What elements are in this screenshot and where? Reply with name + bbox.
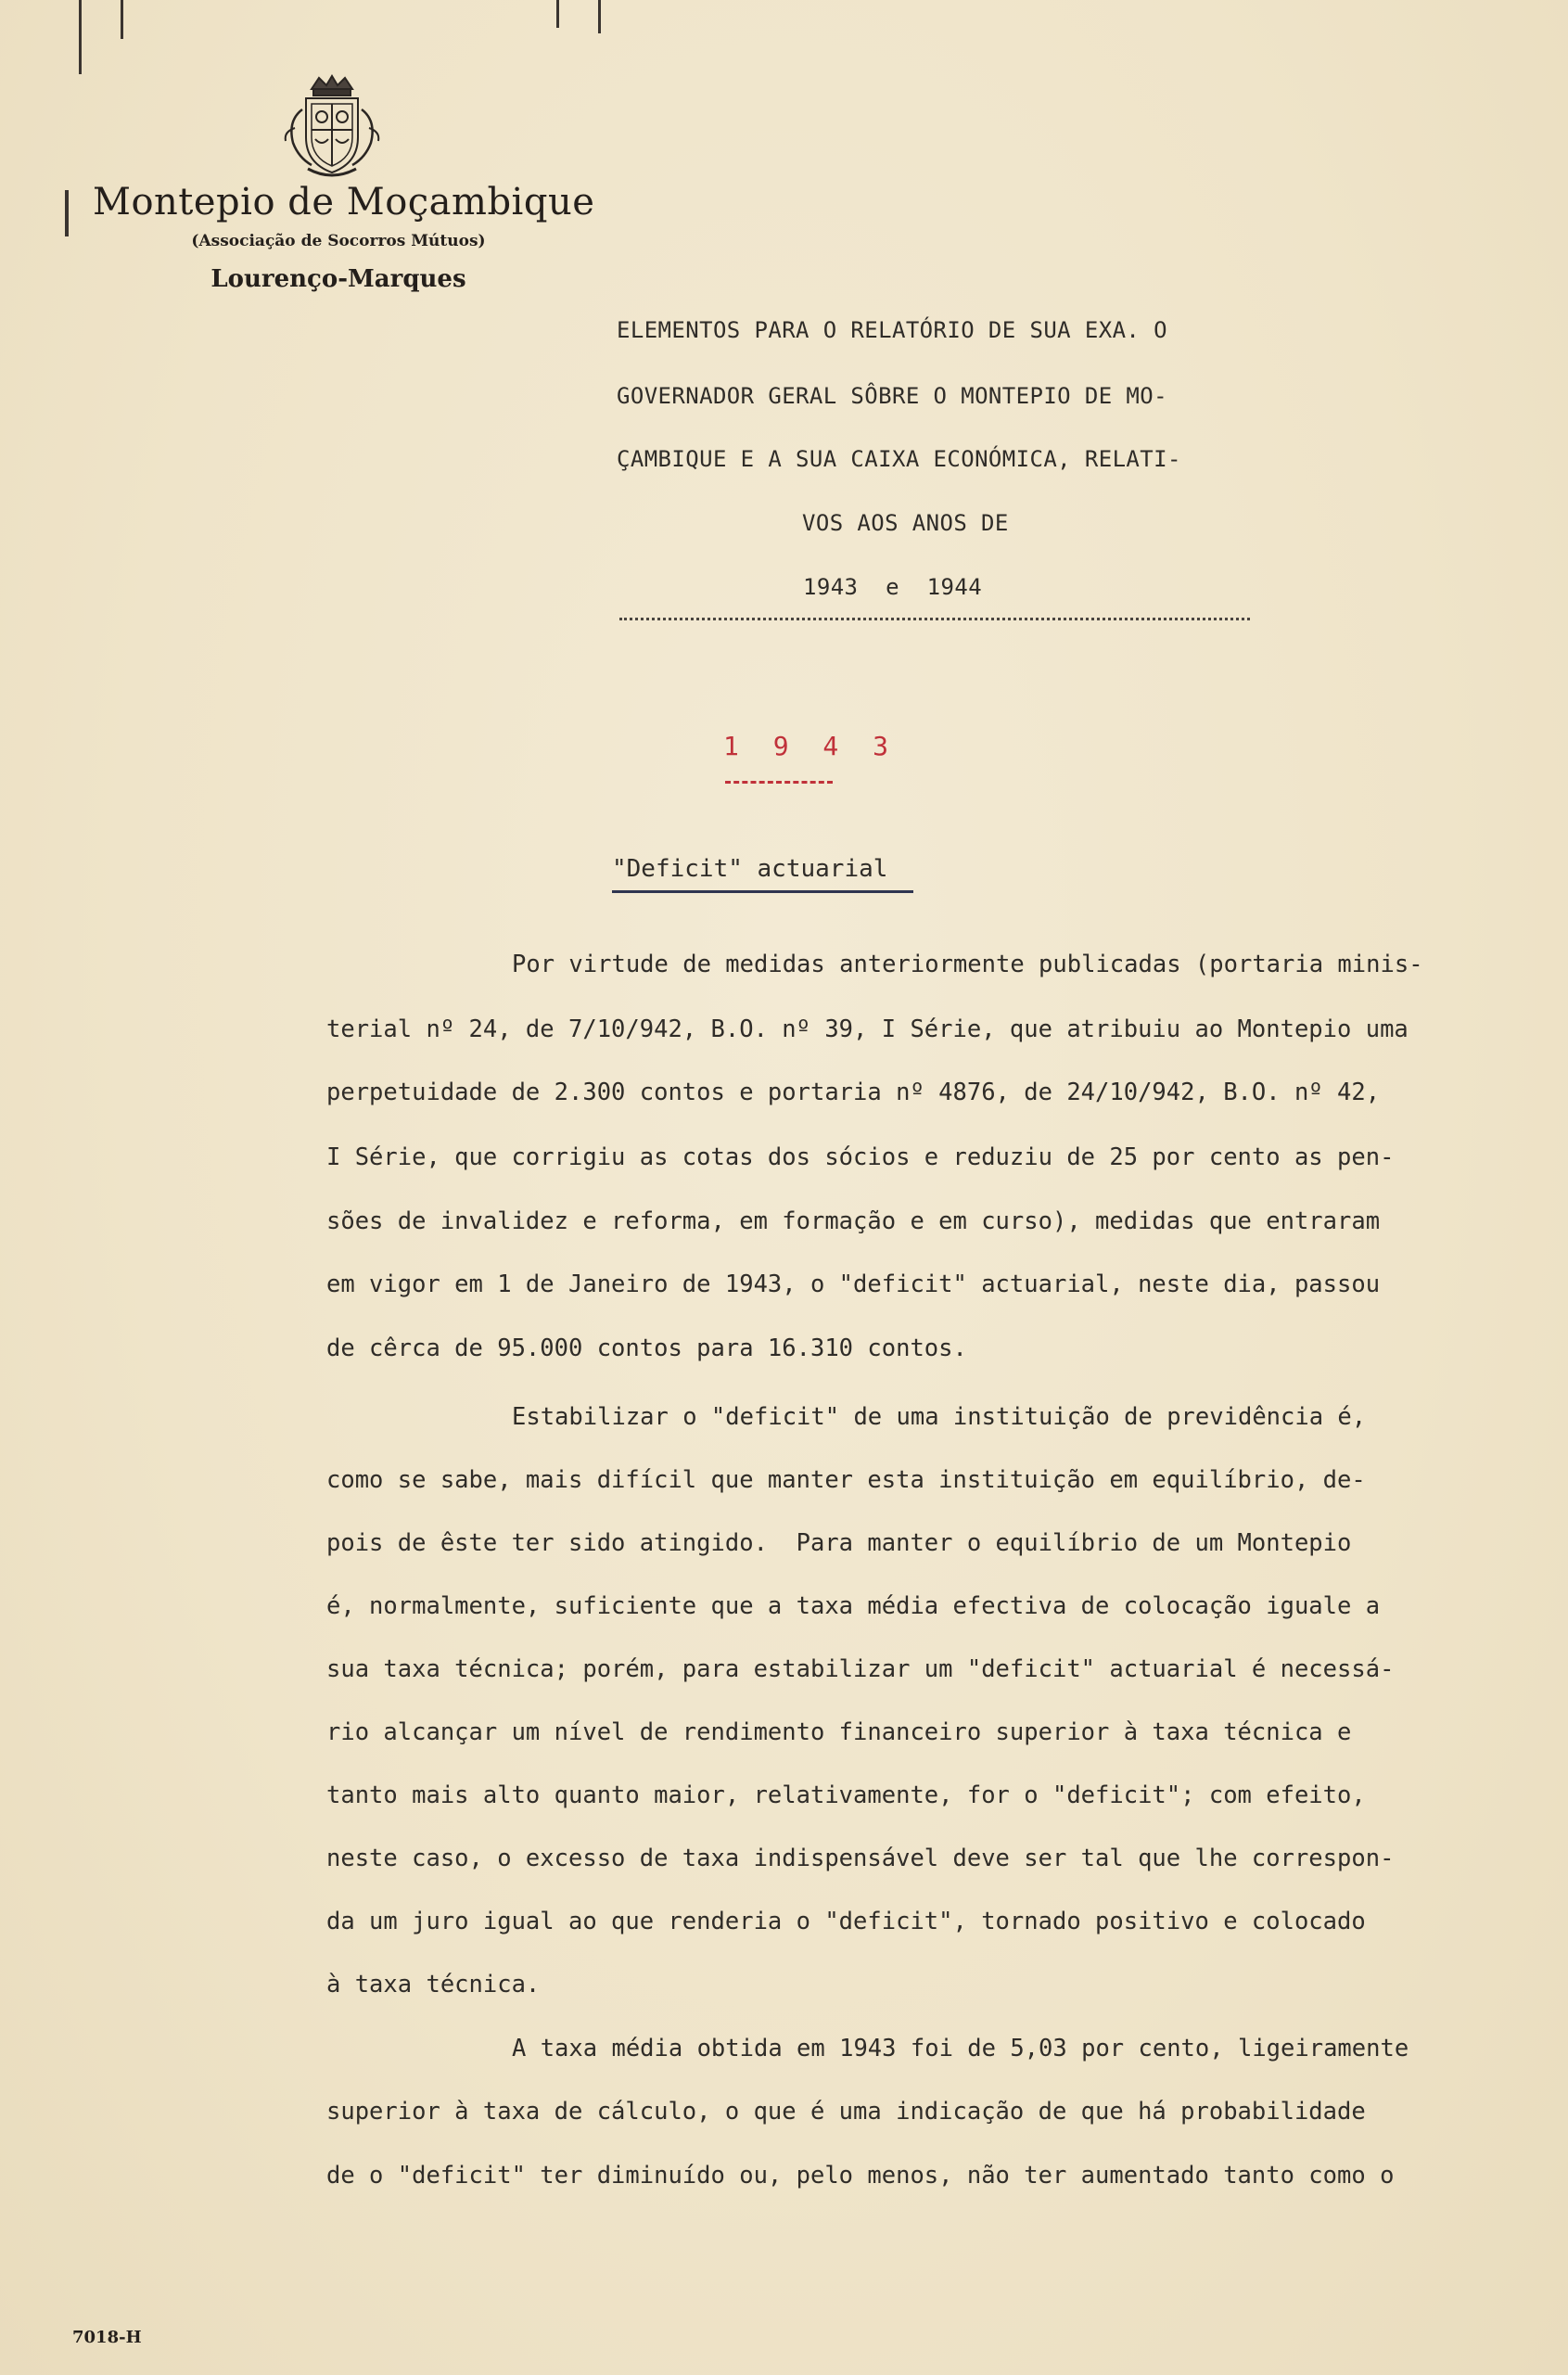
paper-mark (556, 0, 559, 28)
title-line: ELEMENTOS PARA O RELATÓRIO DE SUA EXA. O (617, 317, 1167, 343)
body-line: em vigor em 1 de Janeiro de 1943, o "deficit" actuarial, neste dia, passou (326, 1270, 1381, 1298)
title-line: ÇAMBIQUE E A SUA CAIXA ECONÓMICA, RELATI- (617, 446, 1181, 472)
body-line: I Série, que corrigiu as cotas dos sócios e reduziu de 25 por cento as pen- (326, 1143, 1395, 1171)
body-line: à taxa técnica. (326, 1971, 541, 1998)
form-code: 7018-H (72, 2328, 142, 2347)
section-underline (612, 890, 913, 893)
body-line: rio alcançar um nível de rendimento financeiro superior à taxa técnica e (326, 1718, 1352, 1746)
body-line: tanto mais alto quanto maior, relativamente, for o "deficit"; com efeito, (326, 1781, 1366, 1809)
paper-mark (65, 190, 69, 236)
organization-name: Montepio de Moçambique (93, 181, 595, 223)
body-line: neste caso, o excesso de taxa indispensável deve ser tal que lhe correspon- (326, 1845, 1395, 1872)
year-heading: 1 9 4 3 (723, 731, 899, 761)
body-line: A taxa média obtida em 1943 foi de 5,03 por cento, ligeiramente (512, 2035, 1409, 2062)
coat-of-arms-icon (274, 72, 389, 182)
body-line: perpetuidade de 2.300 contos e portaria nº 4876, de 24/10/942, B.O. nº 42, (326, 1079, 1381, 1106)
paper-mark (79, 0, 82, 74)
title-line: VOS AOS ANOS DE (802, 510, 1009, 536)
body-line: sua taxa técnica; porém, para estabilizar um "deficit" actuarial é necessá- (326, 1655, 1395, 1683)
body-line: como se sabe, mais difícil que manter esta instituição em equilíbrio, de- (326, 1466, 1366, 1494)
paper-mark (121, 0, 123, 39)
body-line: Por virtude de medidas anteriormente publicadas (portaria minis- (512, 951, 1423, 978)
body-line: Estabilizar o "deficit" de uma instituição de previdência é, (512, 1403, 1367, 1431)
body-line: de o "deficit" ter diminuído ou, pelo menos, não ter aumentado tanto como o (326, 2162, 1395, 2190)
body-line: terial nº 24, de 7/10/942, B.O. nº 39, I Série, que atribuiu ao Montepio uma (326, 1015, 1409, 1043)
body-line: superior à taxa de cálculo, o que é uma indicação de que há probabilidade (326, 2098, 1366, 2126)
section-heading: "Deficit" actuarial (612, 855, 888, 883)
title-divider (619, 618, 1250, 620)
body-line: da um juro igual ao que renderia o "deficit", tornado positivo e colocado (326, 1908, 1366, 1935)
paper-mark (598, 0, 601, 33)
title-line: 1943 e 1944 (803, 574, 983, 600)
year-underline (725, 781, 833, 784)
title-line: GOVERNADOR GERAL SÔBRE O MONTEPIO DE MO- (617, 383, 1167, 409)
body-line: pois de êste ter sido atingido. Para manter o equilíbrio de um Montepio (326, 1529, 1352, 1557)
body-line: sões de invalidez e reforma, em formação e em curso), medidas que entraram (326, 1207, 1381, 1235)
body-line: é, normalmente, suficiente que a taxa média efectiva de colocação iguale a (326, 1592, 1381, 1620)
body-line: de cêrca de 95.000 contos para 16.310 contos. (326, 1334, 967, 1362)
organization-city: Lourenço-Marques (210, 265, 466, 293)
organization-subtitle: (Associação de Socorros Mútuos) (191, 232, 486, 250)
